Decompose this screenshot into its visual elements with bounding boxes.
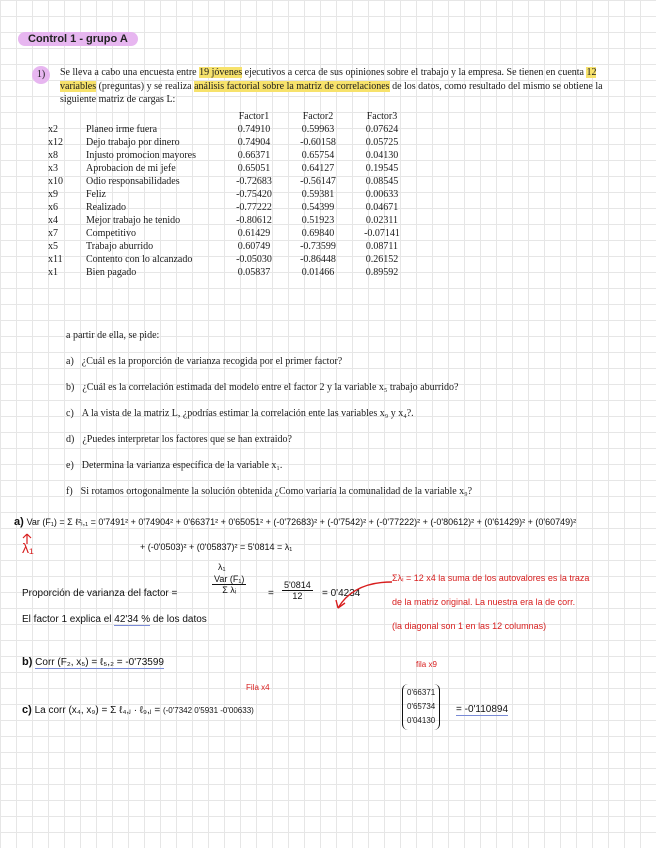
result-value: = -0'110894 (456, 704, 509, 715)
variable-cell: x3 (48, 163, 58, 174)
lambda-over: λ₁ (218, 562, 226, 572)
red-note (392, 566, 650, 638)
page-title: Control 1 - grupo A (18, 32, 138, 46)
subquestion-text: ¿Cuál es la correlación estimada del modelo entre el factor 2 y la variable x₅ trabajo aburrido? (82, 382, 459, 393)
answer-b (22, 656, 164, 668)
lambda-annotation: λ₁ (22, 540, 34, 556)
column-vector (402, 684, 440, 730)
table-row (44, 266, 414, 279)
fila-x4-label: Fila x4 (246, 683, 270, 692)
factor2-cell: -0.60158 (300, 137, 336, 148)
answer-a-line1 (14, 516, 654, 528)
prompt-text: a partir de ella, se pide: (66, 330, 160, 341)
fila-x9-label: fila x9 (416, 660, 437, 669)
factor3-cell: 0.19545 (365, 163, 399, 174)
factor2-cell: 0.59963 (301, 124, 335, 135)
conclusion-text: El factor 1 explica el (22, 614, 115, 625)
fraction-values (282, 580, 313, 601)
subquestion-letter: f) (66, 486, 73, 497)
factor2-cell: 0.54399 (301, 202, 335, 213)
answer-a-formula: Var (F₁) = Σ ℓ²ᵢ,₁ = 0'7491² + 0'74904² + 0'66371² + 0'65051² + (-0'72683)² + (-0'7542)² + (-0'77222)² + (-0'80612)² + (0'61429)² + (0'60749)² (26, 517, 577, 527)
table-row (44, 227, 414, 240)
fraction-numerator: Var (F₁) (214, 574, 245, 584)
factor2-cell: 0.59381 (301, 189, 335, 200)
variable-cell: x2 (48, 124, 58, 135)
factor1-cell: -0.72683 (236, 176, 272, 187)
table-row (44, 240, 414, 253)
factor3-cell: 0.04130 (365, 150, 399, 161)
column-header: Factor2 (302, 111, 334, 122)
answer-label: b) (22, 656, 33, 668)
column-header: Factor3 (366, 111, 398, 122)
subquestion-letter: a) (66, 356, 74, 367)
variable-cell: x4 (48, 215, 58, 226)
proportion-result: = 0'4234 (322, 588, 361, 599)
answer-c-row: (-0'7342 0'5931 -0'00633) (162, 706, 254, 715)
loadings-table (44, 110, 414, 279)
factor3-cell: 0.05725 (365, 137, 399, 148)
label-cell: Contento con lo alcanzado (86, 254, 193, 265)
subquestion-letter: b) (66, 382, 75, 393)
intro-highlight: 12 variables (60, 67, 597, 92)
variable-cell: x8 (48, 150, 58, 161)
factor1-cell: 0.66371 (237, 150, 271, 161)
fraction-numerator: 5'0814 (284, 580, 311, 590)
label-cell: Mejor trabajo he tenido (86, 215, 181, 226)
variable-cell: x12 (48, 137, 63, 148)
subquestion (66, 486, 472, 497)
label-cell: Odio responsabilidades (86, 176, 180, 187)
label-cell: Dejo trabajo por dinero (86, 137, 180, 148)
vector-entry: 0'65734 (407, 702, 436, 711)
table-row (44, 175, 414, 188)
factor1-cell: 0.74910 (237, 124, 271, 135)
answer-label: c) (22, 704, 32, 716)
subquestion (66, 460, 282, 471)
subquestion (66, 382, 458, 393)
factor1-cell: 0.05837 (237, 267, 271, 278)
label-cell: Bien pagado (86, 267, 137, 278)
factor3-cell: 0.89592 (365, 267, 399, 278)
factor3-cell: 0.04671 (365, 202, 399, 213)
conclusion-text: de los datos (150, 614, 207, 625)
question-intro (60, 66, 608, 107)
red-arrow (330, 578, 400, 614)
table-row (44, 136, 414, 149)
up-arrow (20, 532, 34, 544)
variable-cell: x9 (48, 189, 58, 200)
question-number: 1) (32, 66, 50, 84)
table-row (44, 162, 414, 175)
answer-a-line2: + (-0'0503)² + (0'05837)² = 5'0814 = λ₁ (140, 542, 293, 552)
subquestion-letter: c) (66, 408, 74, 419)
table-header-row (44, 110, 414, 123)
answer-c-text: La corr (x₄, x₉) = Σ ℓ₄,ⱼ · ℓ₉,ⱼ = (34, 705, 161, 716)
subquestion (66, 356, 342, 367)
subquestion-text: A la vista de la matriz L, ¿podrías estimar la correlación ente las variables x₉ y x₄?. (81, 408, 414, 419)
subquestion (66, 434, 292, 445)
factor1-cell: 0.61429 (237, 228, 271, 239)
table-row (44, 214, 414, 227)
table-row (44, 188, 414, 201)
label-cell: Trabajo aburrido (86, 241, 154, 252)
factor1-cell: 0.60749 (237, 241, 271, 252)
intro-text: Se lleva a cabo una encuesta entre (60, 67, 200, 78)
factor2-cell: 0.01466 (301, 267, 335, 278)
factor3-cell: 0.02311 (365, 215, 399, 226)
intro-highlight: 19 jóvenes (199, 67, 243, 78)
intro-highlight: análisis factorial sobre la matriz de correlaciones (194, 80, 390, 92)
factor2-cell: -0.86448 (300, 254, 336, 265)
factor3-cell: 0.08545 (365, 176, 399, 187)
answer-a-conclusion (22, 614, 207, 625)
table-row (44, 149, 414, 162)
factor2-cell: -0.73599 (300, 241, 336, 252)
intro-text: de los datos, como resultado del mismo se obtiene la siguiente matriz de cargas L: (60, 80, 603, 105)
table-row (44, 201, 414, 214)
variable-cell: x1 (48, 267, 58, 278)
conclusion-percent: 42'34 % (114, 614, 151, 625)
subquestion-text: ¿Puedes interpretar los factores que se han extraido? (82, 434, 292, 445)
label-cell: Feliz (86, 189, 106, 200)
factor2-cell: 0.51923 (301, 215, 335, 226)
fraction-denominator: Σ λᵢ (222, 585, 237, 595)
proportion-label: Proporción de varianza del factor = (22, 588, 178, 599)
label-cell: Aprobacion de mi jefe (86, 163, 176, 174)
intro-text: ejecutivos a cerca de sus opiniones sobre el trabajo y la empresa. Se tienen en cuenta (242, 67, 587, 78)
factor1-cell: 0.65051 (237, 163, 271, 174)
table-row (44, 253, 414, 266)
factor3-cell: 0.08711 (365, 241, 399, 252)
factor3-cell: 0.07624 (365, 124, 399, 135)
factor2-cell: 0.65754 (301, 150, 335, 161)
label-cell: Competitivo (86, 228, 136, 239)
note-line: de la matriz original. La nuestra era la de corr. (392, 597, 576, 607)
variable-cell: x6 (48, 202, 58, 213)
variable-cell: x5 (48, 241, 58, 252)
subquestion (66, 408, 414, 419)
variable-cell: x10 (48, 176, 63, 187)
factor1-cell: -0.80612 (236, 215, 272, 226)
factor1-cell: -0.05030 (236, 254, 272, 265)
label-cell: Realizado (86, 202, 126, 213)
column-header: Factor1 (238, 111, 270, 122)
subquestion-letter: e) (66, 460, 74, 471)
subquestion-text: Determina la varianza específica de la variable x₁. (81, 460, 283, 471)
answer-b-text: Corr (F₂, x₅) = ℓ₅,₂ = -0'73599 (35, 657, 164, 668)
factor3-cell: 0.26152 (365, 254, 399, 265)
answer-c-result (456, 704, 508, 715)
factor2-cell: -0.56147 (300, 176, 336, 187)
answer-label: a) (14, 516, 24, 528)
variable-cell: x7 (48, 228, 58, 239)
factor3-cell: 0.00633 (365, 189, 399, 200)
factor2-cell: 0.69840 (301, 228, 335, 239)
factor2-cell: 0.64127 (301, 163, 335, 174)
intro-text: (preguntas) y se realiza (96, 80, 195, 92)
factor3-cell: -0.07141 (364, 228, 400, 239)
factor1-cell: 0.74904 (237, 137, 271, 148)
vector-entry: 0'04130 (407, 716, 436, 725)
subquestion-letter: d) (66, 434, 75, 445)
factor1-cell: -0.75420 (236, 189, 272, 200)
answer-c (22, 704, 254, 716)
fraction-var (212, 574, 246, 595)
note-line: Σλᵢ = 12 x4 la suma de los autovalores es la traza (392, 573, 590, 583)
factor1-cell: -0.77222 (236, 202, 272, 213)
variable-cell: x11 (48, 254, 63, 265)
note-line: (la diagonal son 1 en las 12 columnas) (392, 621, 547, 631)
label-cell: Planeo irme fuera (86, 124, 158, 135)
table-row (44, 123, 414, 136)
subquestion-text: Si rotamos ortogonalmente la solución obtenida ¿Como variaría la comunalidad de la variable x₉? (80, 486, 473, 497)
fraction-denominator: 12 (292, 591, 303, 601)
subquestion-text: ¿Cuál es la proporción de varianza recogida por el primer factor? (81, 356, 343, 367)
label-cell: Injusto promocion mayores (86, 150, 196, 161)
vector-entry: 0'66371 (407, 688, 436, 697)
